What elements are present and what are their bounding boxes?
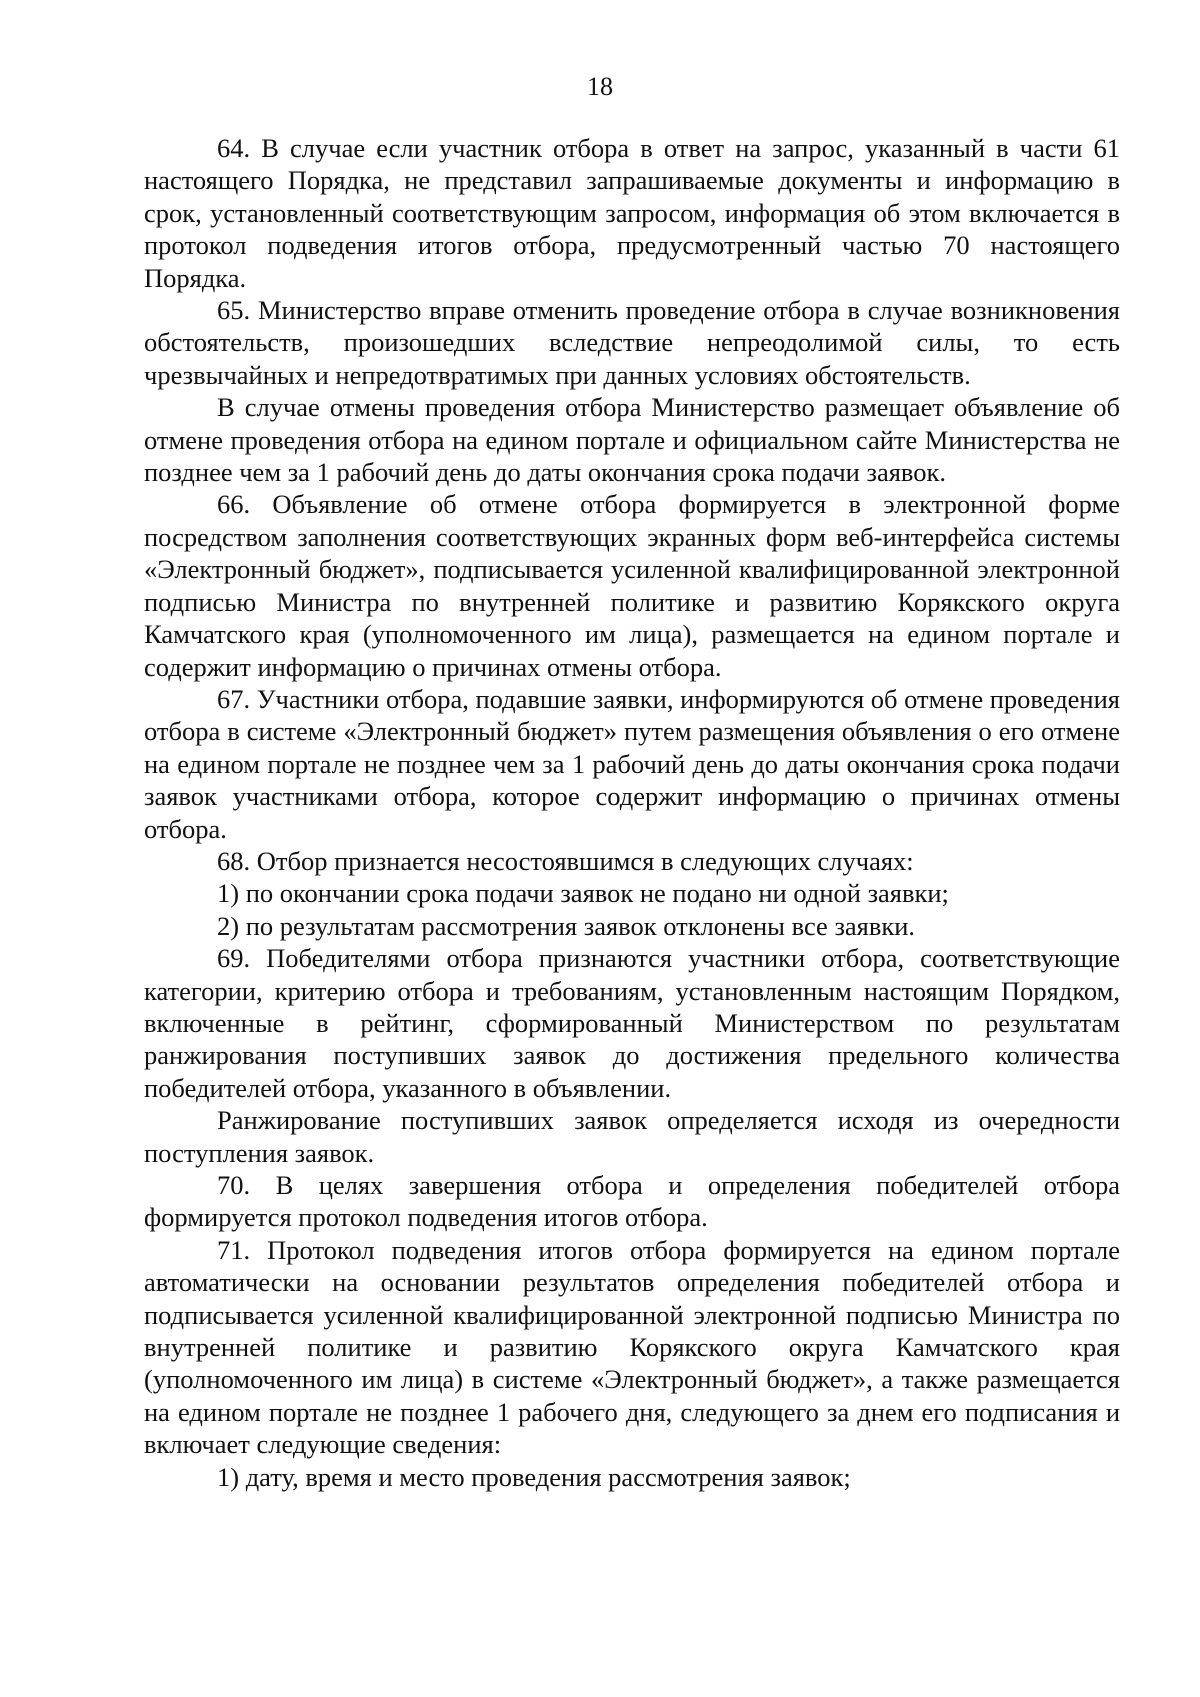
paragraph-68-item-1: 1) по окончании срока подачи заявок не подано ни одной заявки; [217, 878, 949, 909]
paragraph-67: 67. Участники отбора, подавшие заявки, информируются об отмене проведения отбора в системе «Электронный бюджет» путем размещения объявления о его отмене на едином портале не позднее чем за 1 рабочий день до даты окончания срока подачи заявок участниками отбора, которое содержит информацию о причинах отмены отбора. [144, 683, 1120, 844]
paragraph-70: 70. В целях завершения отбора и определения победителей отбора формируется протокол подведения итогов отбора. [144, 1170, 1120, 1233]
paragraph-68: 68. Отбор признается несостоявшимся в следующих случаях: [217, 845, 914, 876]
paragraph-71: 71. Протокол подведения итогов отбора формируется на едином портале автоматически на основании результатов определения победителей отбора и подписывается усиленной квалифицированной электронной подписью Министра по внутренней политике и развитию Корякского округа Камчатского края (уполномоченного им лица) в системе «Электронный бюджет», а также размещается на едином портале не позднее 1 рабочего дня, следующего за днем его подписания и включает следующие сведения: [144, 1234, 1120, 1460]
paragraph-69: 69. Победителями отбора признаются участники отбора, соответствующие категории, критерию отбора и требованиям, установленным настоящим Порядком, включенные в рейтинг, сформированный Министерством по результатам ранжирования поступивших заявок до достижения предельного количества победителей отбора, указанного в объявлении. [144, 943, 1120, 1103]
document-body [144, 132, 1120, 1493]
paragraph-65-cancellation-notice: В случае отмены проведения отбора Министерство размещает объявление об отмене проведения отбора на едином портале и официальном сайте Министерства не позднее чем за 1 рабочий день до даты окончания срока подачи заявок. [144, 392, 1120, 488]
paragraph-64: 64. В случае если участник отбора в ответ на запрос, указанный в части 61 настоящего Порядка, не представил запрашиваемые документы и информацию в срок, установленный соответствующим запросом, информация об этом включается в протокол подведения итогов отбора, предусмотренный частью 70 настоящего Порядка. [144, 133, 1120, 293]
paragraph-68-item-2: 2) по результатам рассмотрения заявок отклонены все заявки. [217, 910, 916, 941]
page-number: 18 [587, 72, 613, 101]
paragraph-71-item-1: 1) дату, время и место проведения рассмотрения заявок; [217, 1461, 851, 1492]
paragraph-66: 66. Объявление об отмене отбора формируется в электронной форме посредством заполнения соответствующих экранных форм веб-интерфейса системы «Электронный бюджет», подписывается усиленной квалифицированной электронной подписью Министра по внутренней политике и развитию Корякского округа Камчатского края (уполномоченного им лица), размещается на едином портале и содержит информацию о причинах отмены отбора. [144, 489, 1120, 682]
paragraph-69-ranking: Ранжирование поступивших заявок определяется исходя из очередности поступления заявок. [144, 1105, 1120, 1168]
paragraph-65: 65. Министерство вправе отменить проведение отбора в случае возникновения обстоятельств, произошедших вследствие непреодолимой силы, то есть чрезвычайных и непредотвратимых при данных условиях обстоятельств. [144, 295, 1120, 390]
